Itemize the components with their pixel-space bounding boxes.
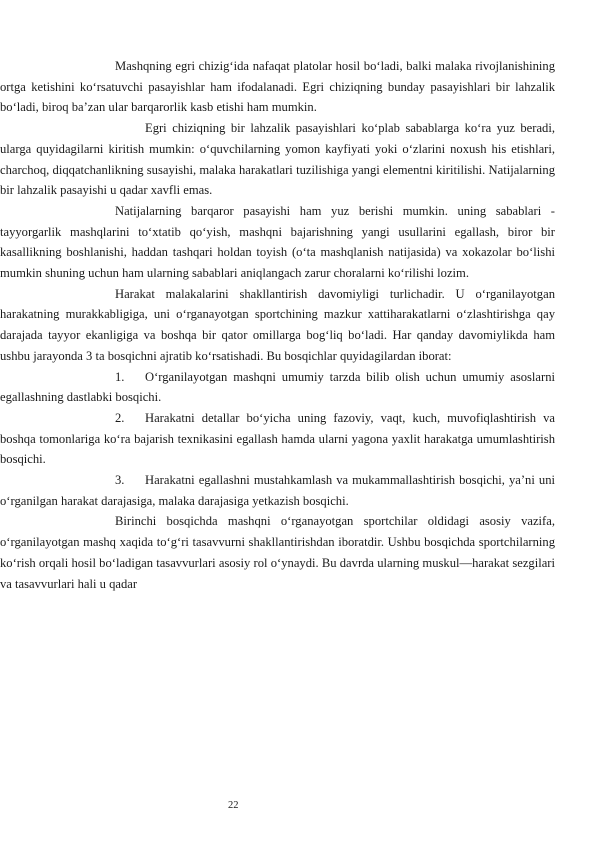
list-number: 1. [115, 369, 125, 384]
paragraph-5: Birinchi bosqichda mashqni o‘rganayotgan sportchilar oldidagi asosiy vazifa, o‘rganilayotgan mashq xaqida to‘g‘ri tasavvurni shakllantirishdan iboratdir. Ushbu bosqichda sportchilarning ko‘rish orqali hosil bo‘ladigan tasavvurlari asosiy rol o‘ynaydi. Bu davrda ularning muskul—harakat sezgilari va tasavvurlari hali u qadar [0, 514, 555, 591]
paragraph-2: Egri chiziqning bir lahzalik pasayishlari ko‘plab sabablarga ko‘ra yuz beradi, ularga quyidagilarni kiritish mumkin: o‘quvchilarning yomon kayfiyati yoki o‘zlarini noxush his etishlari, charchoq, diqqatchanlikning susayishi, malaka harakatlari tuzilishiga yangi elementni kiritilishi. Natijalarning bir lahzalik pasayishi u qadar xavfli emas. [0, 121, 555, 198]
page-number: 22 [228, 800, 239, 811]
list-number: 3. [115, 473, 125, 488]
page-body [0, 56, 555, 594]
paragraph-1: Mashqning egri chizig‘ida nafaqat platolar hosil bo‘ladi, balki malaka rivojlanishining ortga ketishini ko‘rsatuvchi pasayishlar ham ifodalanadi. Egri chiziqning bunday pasayishlari bir lahzalik bo‘ladi, biroq ba’zan ular barqarorlik kasb etishi ham mumkin. [0, 59, 555, 115]
list-item-text: O‘rganilayotgan mashqni umumiy tarzda bilib olish uchun umumiy asoslarni egallashning dastlabki bosqichi. [0, 369, 555, 405]
list-item-3 [0, 470, 555, 511]
list-item-text: Harakatni detallar bo‘yicha uning fazoviy, vaqt, kuch, muvofiqlashtirish va boshqa tomonlariga ko‘ra bajarish texnikasini egallash hamda ularni yagona yaxlit harakatga umumlashtirish bosqichi. [0, 410, 555, 467]
list-item-1 [0, 367, 555, 408]
list-item-2 [0, 408, 555, 470]
list-number: 2. [115, 410, 125, 425]
paragraph-4: Harakat malakalarini shakllantirish davomiyligi turlichadir. U o‘rganilayotgan harakatning murakkabligiga, uni o‘rganayotgan sportchining mazkur xattiharakatlarni o‘zlashtirishga qay darajada tayyor ekanligiga va boshqa bir qator omillarga bog‘liq bo‘ladi. Har qanday davomiylikda ham ushbu jarayonda 3 ta bosqichni ajratib ko‘rsatishadi. Bu bosqichlar quyidagilardan iborat: [0, 286, 555, 363]
list-item-text: Harakatni egallashni mustahkamlash va mukammallashtirish bosqichi, ya’ni uni o‘rganilgan harakat darajasiga, malaka darajasiga yetkazish bosqichi. [0, 473, 555, 508]
paragraph-3: Natijalarning barqaror pasayishi ham yuz berishi mumkin. uning sabablari - tayyorgarlik mashqlarini to‘xtatib qo‘yish, mashqni bajarishning yangi usullarini egallash, biror bir kasallikning boshlanishi, haddan tashqari holdan toyish (o‘ta mashqlanish natijasida) va xokazolar bo‘lishi mumkin shuning uchun ham ularning sabablari aniqlangach zarur choralarni ko‘rilishi lozim. [0, 203, 555, 281]
